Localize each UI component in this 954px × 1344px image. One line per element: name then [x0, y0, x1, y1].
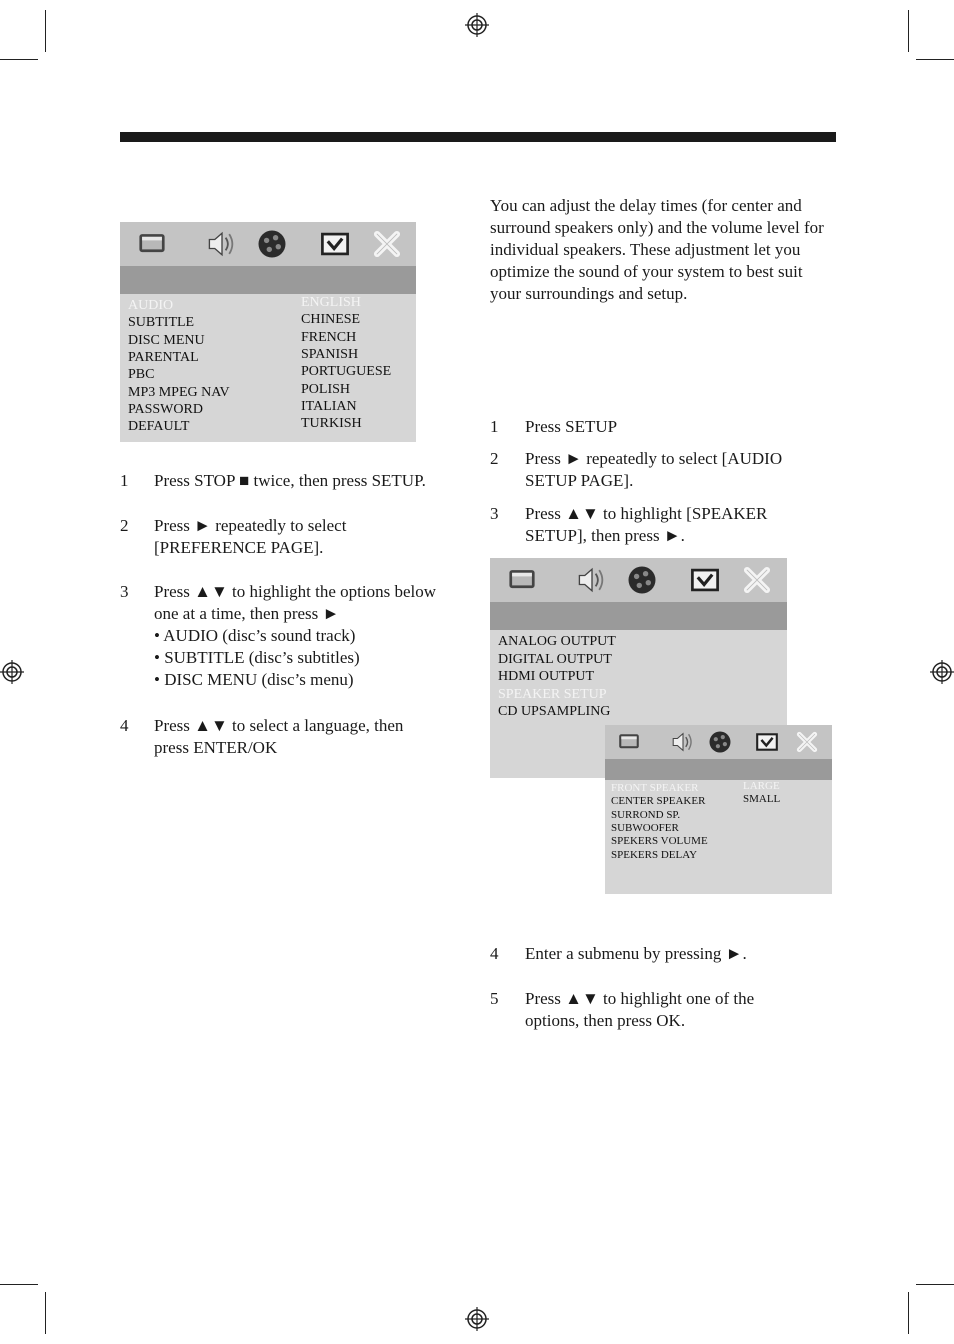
step-text: one at a time, then press ► — [154, 604, 340, 623]
speaker-icon — [669, 728, 697, 761]
menu-value: FRENCH — [301, 329, 357, 345]
menu-value: PORTUGUESE — [301, 364, 392, 380]
menu-item: SUBTITLE — [128, 315, 195, 331]
menu-item: DIGITAL OUTPUT — [498, 651, 612, 667]
menu-item: DEFAULT — [128, 419, 190, 435]
monitor-icon — [134, 226, 170, 267]
preference-check-icon — [317, 226, 353, 267]
menu-title-stripe — [490, 602, 787, 630]
step-text: [PREFERENCE PAGE]. — [154, 538, 324, 557]
step-text: Press SETUP — [525, 417, 618, 436]
menu-item: SPEKERS VOLUME — [611, 835, 708, 848]
step-number: 2 — [490, 449, 499, 468]
menu-item: SPEAKER SETUP — [498, 686, 607, 702]
step-text: Press ► repeatedly to select — [154, 516, 347, 535]
registration-mark-icon — [465, 1307, 489, 1331]
menu-value: CHINESE — [301, 312, 361, 328]
registration-mark-icon — [930, 660, 954, 684]
crop-mark — [0, 59, 38, 60]
step-number: 1 — [120, 471, 129, 490]
menu-item: SPEKERS DELAY — [611, 848, 698, 861]
menu-value: SPANISH — [301, 346, 359, 362]
menu-value: POLISH — [301, 381, 351, 397]
menu-icon-bar — [120, 222, 416, 266]
menu-item: PBC — [128, 367, 155, 383]
menu-icon-bar — [605, 725, 832, 759]
preference-menu-screenshot — [120, 222, 416, 442]
menu-value: ITALIAN — [301, 398, 357, 414]
menu-item: AUDIO — [128, 298, 174, 313]
crop-mark — [45, 10, 46, 52]
step-text: options, then press OK. — [525, 1011, 686, 1030]
registration-mark-icon — [465, 13, 489, 37]
crop-mark — [916, 1284, 954, 1285]
menu-value: ENGLISH — [301, 295, 361, 310]
menu-item: PASSWORD — [128, 401, 203, 417]
dolby-icon — [254, 226, 290, 267]
menu-title-stripe — [605, 759, 832, 780]
step-text: • AUDIO (disc’s sound track) — [154, 626, 356, 645]
step-number: 3 — [490, 504, 499, 523]
menu-value: SMALL — [743, 793, 781, 806]
step-number: 3 — [120, 582, 129, 601]
menu-item: FRONT SPEAKER — [611, 782, 699, 794]
step-number: 1 — [490, 417, 499, 436]
step-text: Press ► repeatedly to select [AUDIO — [525, 449, 783, 468]
menu-title-stripe — [120, 266, 416, 294]
speaker-icon — [574, 562, 610, 603]
menu-icon-bar — [490, 558, 787, 602]
step-text: Press ▲▼ to highlight one of the — [525, 989, 755, 1008]
menu-item: CD UPSAMPLING — [498, 704, 611, 719]
step-text: SETUP PAGE]. — [525, 471, 634, 490]
crop-mark — [908, 1292, 909, 1334]
exit-x-icon — [739, 562, 775, 603]
menu-value: TURKISH — [301, 416, 362, 432]
crop-mark — [45, 1292, 46, 1334]
step-text: Press ▲▼ to highlight the options below — [154, 582, 437, 601]
menu-value: LARGE — [743, 780, 780, 792]
step-text: Enter a submenu by pressing ►. — [525, 944, 747, 963]
crop-mark — [908, 10, 909, 52]
step-number: 2 — [120, 516, 129, 535]
dolby-icon — [624, 562, 660, 603]
menu-item: SUBWOOFER — [611, 821, 679, 834]
step-text: • SUBTITLE (disc’s subtitles) — [154, 648, 360, 667]
menu-item: DISC MENU — [128, 332, 205, 348]
registration-mark-icon — [0, 660, 24, 684]
exit-x-icon — [793, 728, 821, 761]
monitor-icon — [615, 728, 643, 761]
intro-paragraph: You can adjust the delay times (for center and surround speakers only) and the volume level for individual speakers. These adjustment let you optimize the sound of your system to best suit your surroundings and setup. — [490, 196, 824, 303]
crop-mark — [0, 1284, 38, 1285]
speaker-setup-menu-screenshot — [605, 725, 832, 894]
step-text: Press ▲▼ to highlight [SPEAKER — [525, 504, 768, 523]
header-bar — [120, 132, 836, 142]
menu-item: MP3 MPEG NAV — [128, 384, 230, 400]
monitor-icon — [504, 562, 540, 603]
preference-check-icon — [753, 728, 781, 761]
exit-x-icon — [369, 226, 405, 267]
step-text: press ENTER/OK — [154, 738, 278, 757]
speaker-icon — [204, 226, 240, 267]
step-text: Press ▲▼ to select a language, then — [154, 716, 404, 735]
preference-check-icon — [687, 562, 723, 603]
menu-item: SURROND SP. — [611, 808, 681, 821]
menu-item: ANALOG OUTPUT — [498, 634, 616, 649]
step-text: Press STOP ■ twice, then press SETUP. — [154, 471, 426, 490]
step-text: SETUP], then press ►. — [525, 526, 685, 545]
step-number: 5 — [490, 989, 499, 1008]
crop-mark — [916, 59, 954, 60]
step-number: 4 — [490, 944, 499, 963]
menu-item: PARENTAL — [128, 349, 199, 365]
menu-item: CENTER SPEAKER — [611, 795, 706, 808]
dolby-icon — [706, 728, 734, 761]
menu-item: HDMI OUTPUT — [498, 669, 595, 684]
step-text: • DISC MENU (disc’s menu) — [154, 670, 354, 689]
step-number: 4 — [120, 716, 129, 735]
